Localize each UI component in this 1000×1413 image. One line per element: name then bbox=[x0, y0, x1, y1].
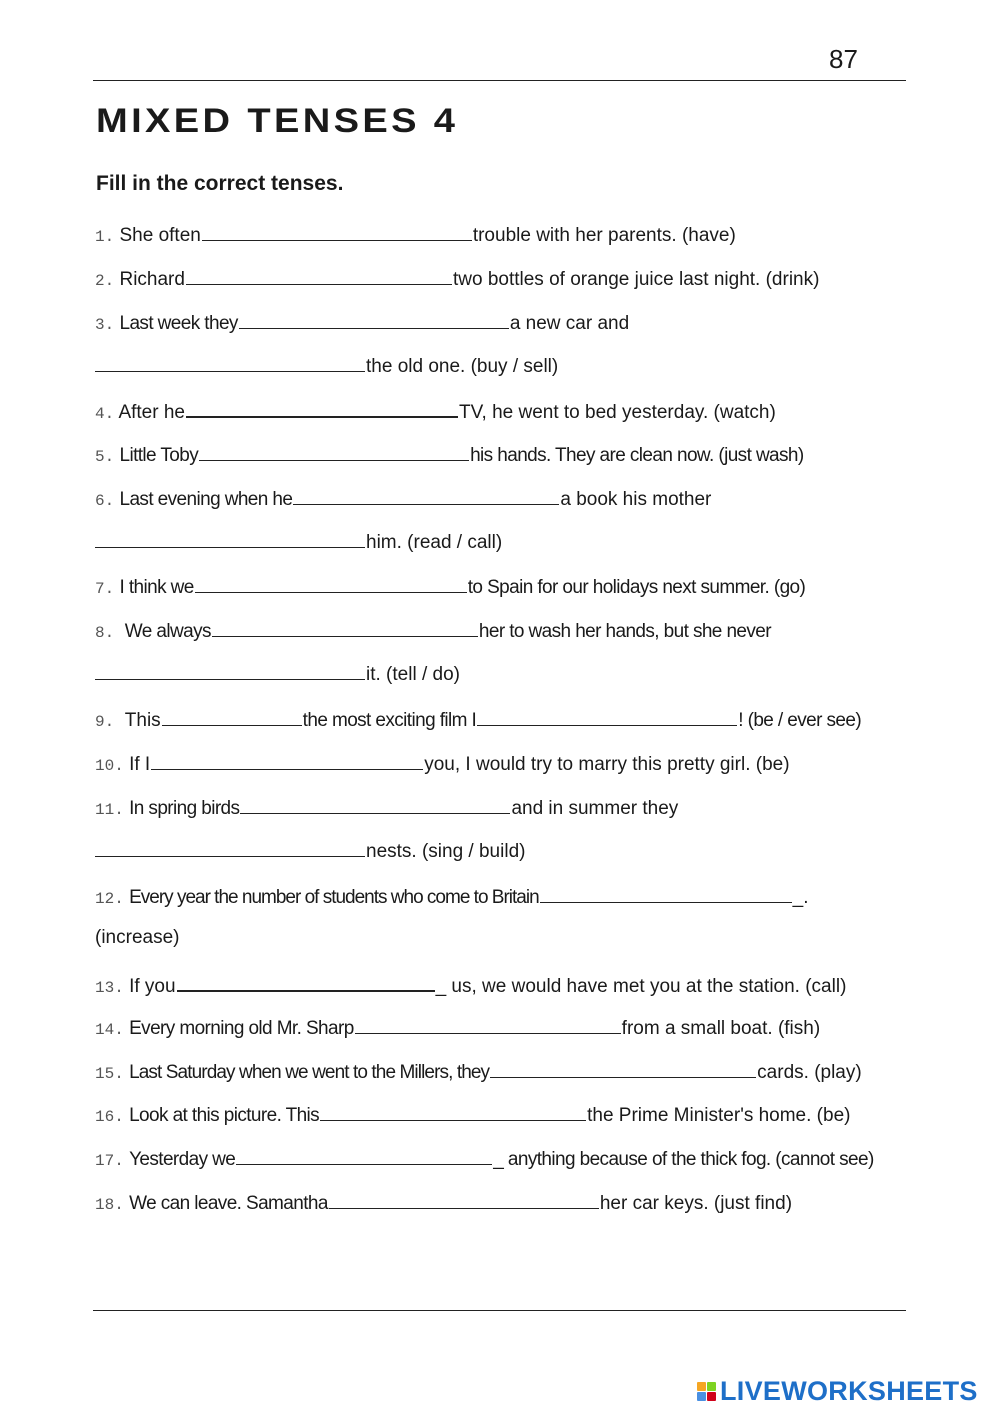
question-text: nests. (sing / build) bbox=[366, 841, 526, 862]
question-number: 9. bbox=[95, 713, 115, 731]
question-6 bbox=[95, 486, 711, 513]
question-text: She often bbox=[119, 225, 201, 246]
question-number: 17. bbox=[95, 1152, 124, 1170]
question-12 bbox=[95, 884, 809, 911]
question-12-continued bbox=[95, 926, 179, 950]
question-18 bbox=[95, 1190, 792, 1217]
question-text: it. (tell / do) bbox=[366, 664, 460, 685]
logo-square bbox=[707, 1382, 716, 1391]
question-number: 10. bbox=[95, 757, 124, 775]
question-number: 13. bbox=[95, 979, 124, 997]
question-text: you, I would try to marry this pretty girl. (be) bbox=[424, 754, 790, 775]
bottom-divider bbox=[93, 1310, 906, 1311]
instructions: Fill in the correct tenses. bbox=[96, 172, 344, 195]
answer-blank[interactable] bbox=[212, 618, 478, 637]
answer-blank[interactable] bbox=[186, 398, 458, 418]
question-15 bbox=[95, 1059, 862, 1086]
logo-square bbox=[697, 1392, 706, 1401]
question-1 bbox=[95, 222, 736, 249]
answer-blank[interactable] bbox=[239, 310, 509, 329]
answer-blank[interactable] bbox=[95, 529, 365, 548]
question-number: 4. bbox=[95, 405, 115, 423]
question-number: 2. bbox=[95, 272, 115, 290]
question-text: If I bbox=[129, 754, 151, 775]
question-number: 5. bbox=[95, 448, 115, 466]
question-number: 6. bbox=[95, 492, 115, 510]
answer-blank[interactable] bbox=[540, 884, 792, 903]
question-number: 7. bbox=[95, 580, 115, 598]
question-11-continued bbox=[95, 838, 525, 864]
question-2 bbox=[95, 266, 819, 293]
answer-blank[interactable] bbox=[202, 222, 472, 241]
question-text: After he bbox=[118, 402, 185, 423]
question-16 bbox=[95, 1102, 850, 1129]
page-number: 87 bbox=[829, 44, 858, 74]
question-number: 15. bbox=[95, 1065, 124, 1083]
question-9 bbox=[95, 707, 861, 734]
answer-blank[interactable] bbox=[151, 751, 423, 770]
answer-blank[interactable] bbox=[95, 353, 365, 372]
answer-blank[interactable] bbox=[162, 707, 302, 726]
question-text: _ us, we would have met you at the station. (call) bbox=[435, 976, 847, 997]
question-text: the most exciting film I bbox=[302, 710, 477, 731]
answer-blank[interactable] bbox=[95, 661, 365, 680]
question-11 bbox=[95, 795, 678, 822]
question-10 bbox=[95, 751, 790, 778]
question-text: her to wash her hands, but she never bbox=[478, 621, 771, 642]
question-text: Yesterday we bbox=[129, 1149, 236, 1170]
logo-square bbox=[707, 1392, 716, 1401]
question-text: Last week they bbox=[119, 313, 238, 334]
question-text: This bbox=[124, 710, 161, 731]
question-text: _. bbox=[792, 887, 809, 908]
question-text: a book his mother bbox=[560, 489, 712, 510]
question-number: 16. bbox=[95, 1108, 124, 1126]
question-number: 1. bbox=[95, 228, 115, 246]
answer-blank[interactable] bbox=[329, 1190, 599, 1209]
question-text: Every morning old Mr. Sharp bbox=[129, 1018, 354, 1039]
question-text: his hands. They are clean now. (just wash) bbox=[470, 445, 804, 466]
worksheet-title: MIXED TENSES 4 bbox=[96, 102, 459, 140]
question-text: I think we bbox=[119, 577, 194, 598]
question-text: from a small boat. (fish) bbox=[621, 1018, 821, 1039]
question-5 bbox=[95, 442, 804, 469]
answer-blank[interactable] bbox=[240, 795, 510, 814]
question-8 bbox=[95, 618, 771, 645]
question-text: (increase) bbox=[95, 927, 180, 948]
liveworksheets-logo bbox=[697, 1376, 978, 1407]
question-text: In spring birds bbox=[129, 798, 240, 819]
answer-blank[interactable] bbox=[477, 707, 737, 726]
answer-blank[interactable] bbox=[490, 1059, 756, 1078]
answer-blank[interactable] bbox=[199, 442, 469, 461]
answer-blank[interactable] bbox=[355, 1015, 621, 1034]
question-3 bbox=[95, 310, 629, 337]
question-number: 11. bbox=[95, 801, 124, 819]
question-14 bbox=[95, 1015, 820, 1042]
question-number: 18. bbox=[95, 1196, 124, 1214]
question-text: to Spain for our holidays next summer. (go) bbox=[467, 577, 806, 598]
question-7 bbox=[95, 574, 805, 601]
question-text: If you bbox=[129, 976, 176, 997]
question-number: 14. bbox=[95, 1021, 124, 1039]
question-text: Richard bbox=[119, 269, 185, 290]
logo-icon bbox=[697, 1382, 716, 1401]
question-text: and in summer they bbox=[511, 798, 679, 819]
question-text: a new car and bbox=[509, 313, 630, 334]
question-text: We can leave. Samantha bbox=[129, 1193, 328, 1214]
question-text: ! (be / ever see) bbox=[738, 710, 862, 731]
answer-blank[interactable] bbox=[186, 266, 452, 285]
top-divider bbox=[93, 80, 906, 81]
question-13 bbox=[95, 972, 846, 1000]
question-text: _ anything because of the thick fog. (cannot see) bbox=[493, 1149, 874, 1170]
question-text: Look at this picture. This bbox=[129, 1105, 320, 1126]
answer-blank[interactable] bbox=[236, 1146, 492, 1165]
question-number: 8. bbox=[95, 624, 115, 642]
question-text: Every year the number of students who come to Britain bbox=[129, 887, 539, 908]
question-8-continued bbox=[95, 661, 460, 687]
question-17 bbox=[95, 1146, 874, 1173]
answer-blank[interactable] bbox=[177, 972, 435, 992]
question-4 bbox=[95, 398, 776, 426]
question-text: We always bbox=[124, 621, 211, 642]
question-3-continued bbox=[95, 353, 558, 379]
question-number: 12. bbox=[95, 890, 124, 908]
question-text: two bottles of orange juice last night. (drink) bbox=[452, 269, 820, 290]
logo-square bbox=[697, 1382, 706, 1391]
answer-blank[interactable] bbox=[95, 838, 365, 857]
answer-blank[interactable] bbox=[293, 486, 559, 505]
question-text: her car keys. (just find) bbox=[599, 1193, 793, 1214]
question-text: Last Saturday when we went to the Millers, they bbox=[129, 1062, 490, 1083]
question-text: cards. (play) bbox=[757, 1062, 862, 1083]
question-text: the old one. (buy / sell) bbox=[366, 356, 559, 377]
answer-blank[interactable] bbox=[195, 574, 467, 593]
answer-blank[interactable] bbox=[320, 1102, 586, 1121]
question-text: trouble with her parents. (have) bbox=[472, 225, 736, 246]
question-text: him. (read / call) bbox=[366, 532, 503, 553]
question-number: 3. bbox=[95, 316, 115, 334]
question-text: Little Toby bbox=[119, 445, 199, 466]
question-text: Last evening when he bbox=[119, 489, 293, 510]
question-text: the Prime Minister's home. (be) bbox=[587, 1105, 851, 1126]
logo-text: LIVEWORKSHEETS bbox=[720, 1376, 978, 1406]
question-6-continued bbox=[95, 529, 502, 555]
question-text: TV, he went to bed yesterday. (watch) bbox=[458, 402, 776, 423]
